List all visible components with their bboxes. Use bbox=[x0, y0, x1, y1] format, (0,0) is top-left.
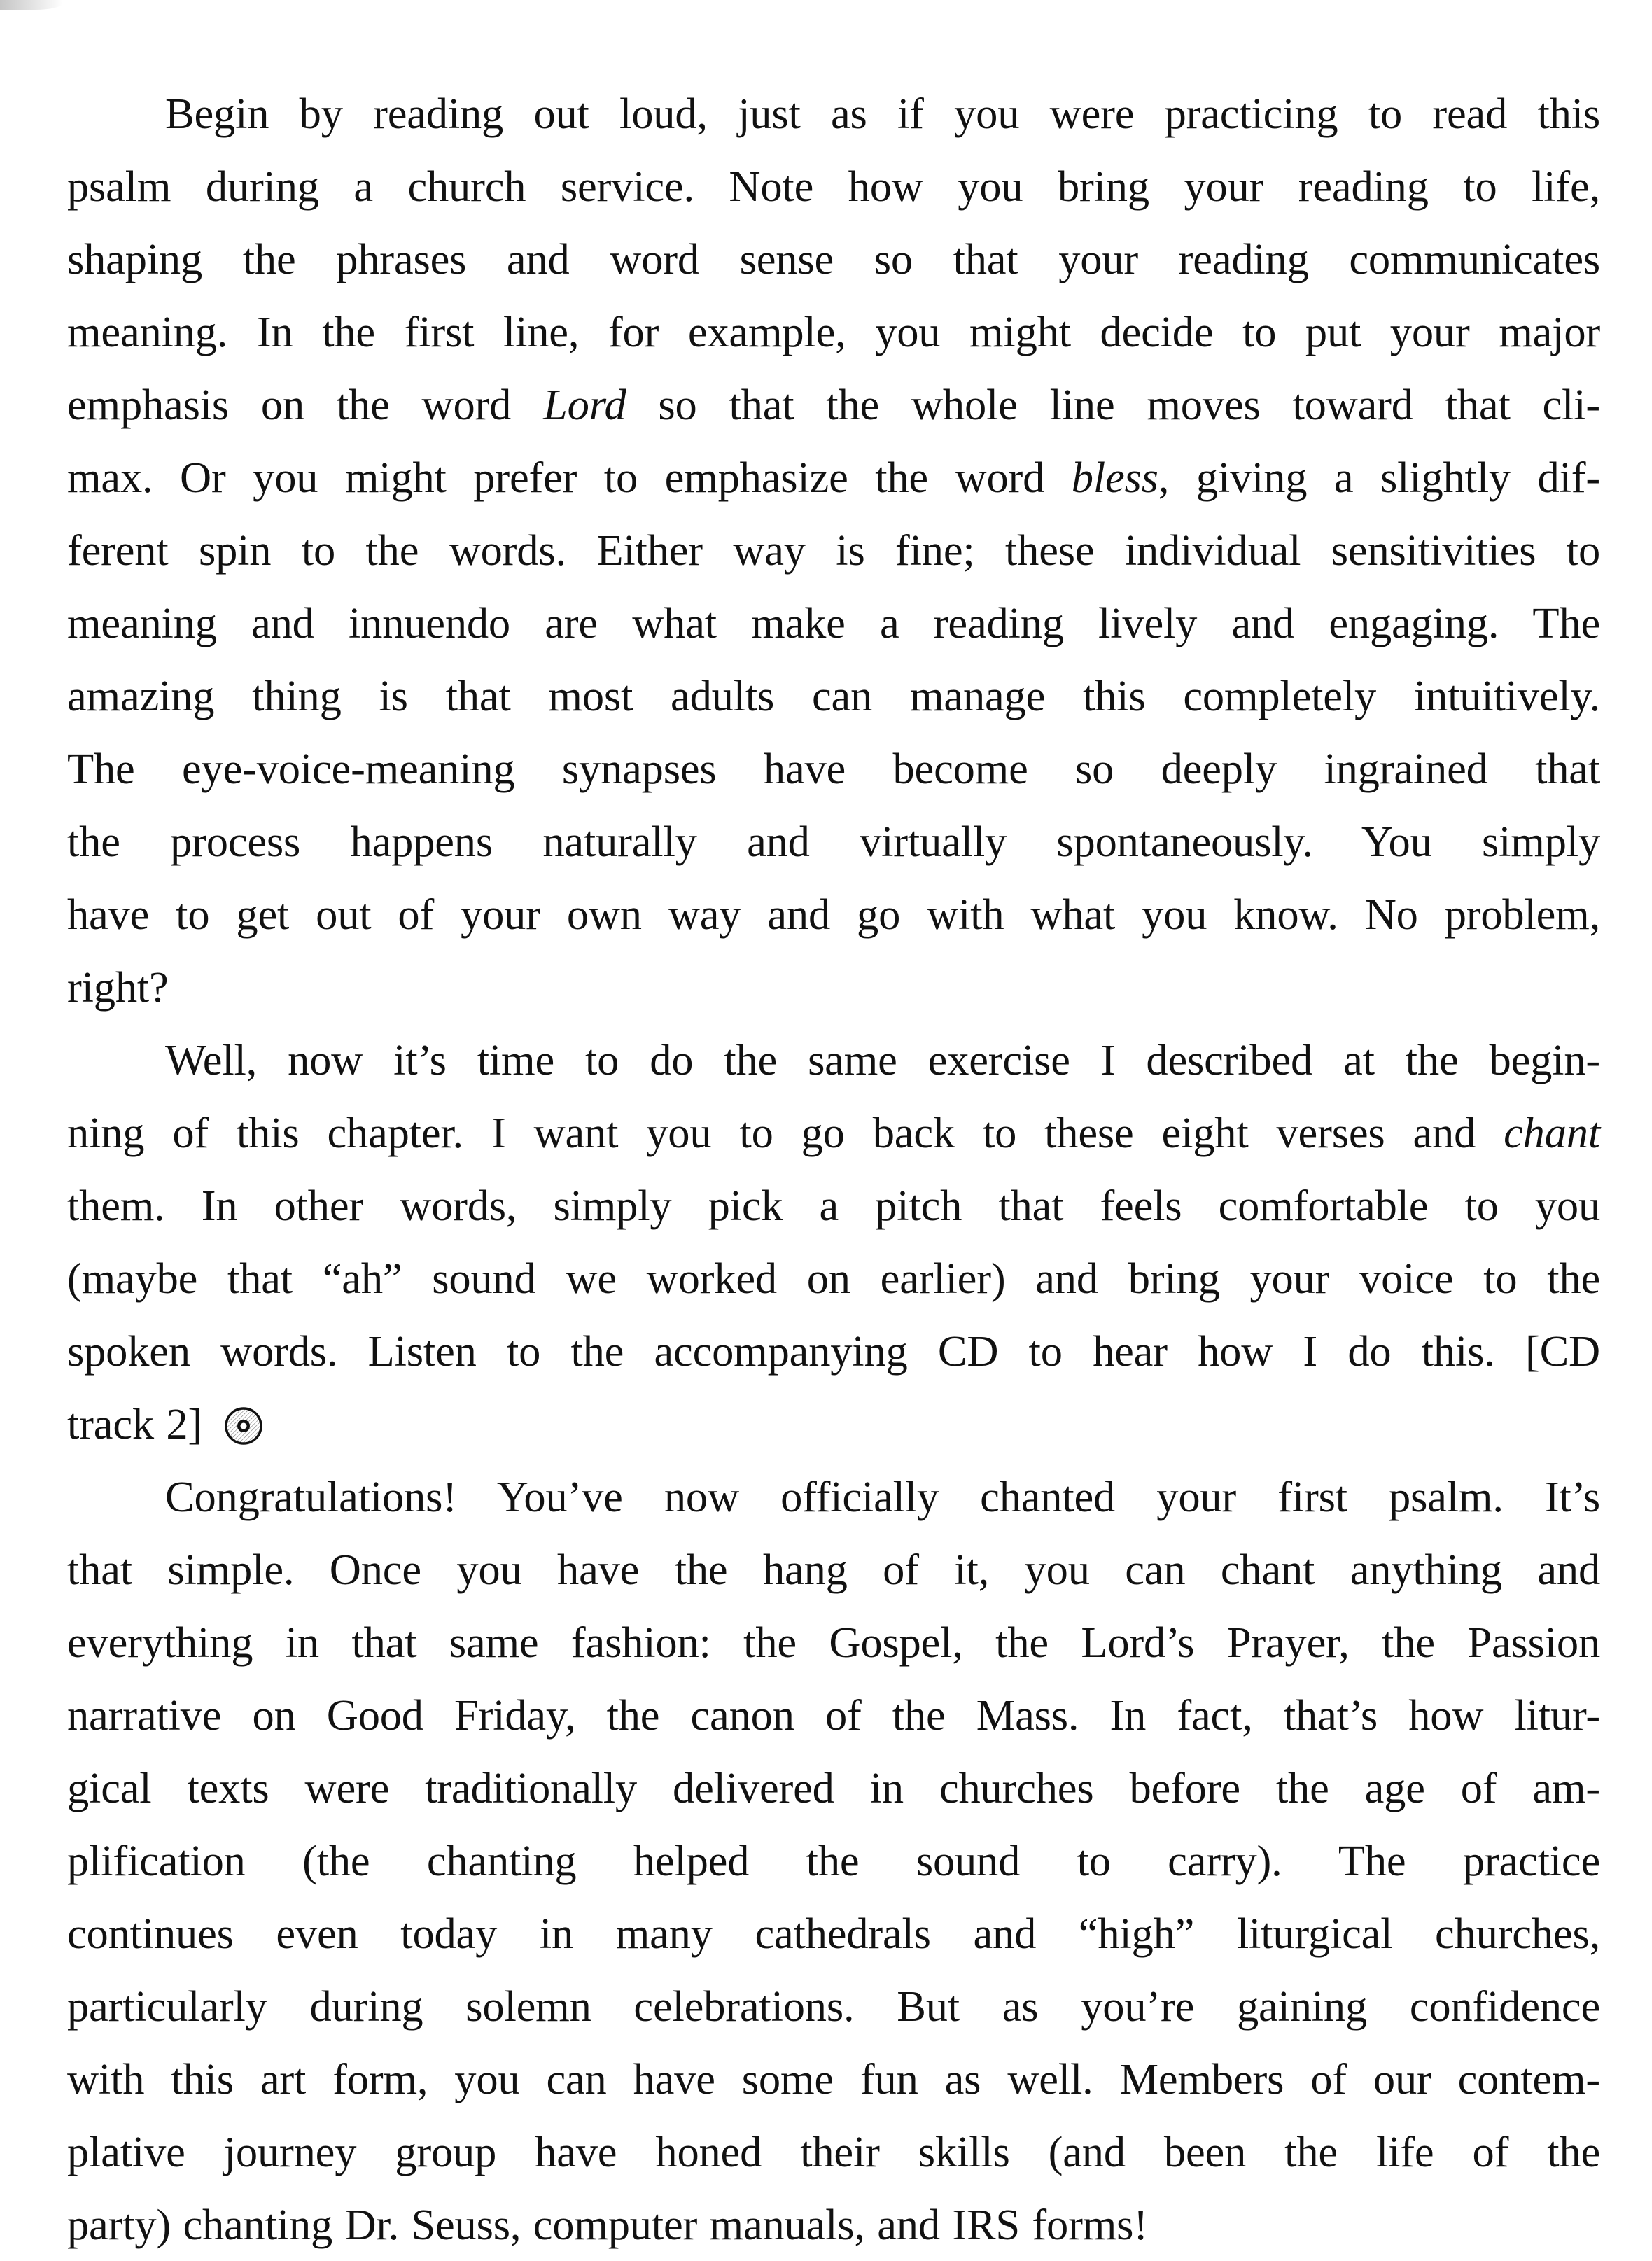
text-line bbox=[67, 659, 1600, 732]
text-line bbox=[67, 1679, 1600, 1751]
paragraph-2 bbox=[67, 1023, 1600, 1460]
text-run: have to get out of your own way and go with what you know. No problem, bbox=[67, 890, 1600, 939]
text-line bbox=[67, 2115, 1600, 2188]
text-run: that simple. Once you have the hang of it, you can chant anything and bbox=[67, 1545, 1600, 1594]
text-run: max. Or you might prefer to emphasize the word bbox=[67, 453, 1072, 502]
text-run: with this art form, you can have some fun as well. Members of our contem- bbox=[67, 2054, 1600, 2104]
text-line bbox=[67, 1751, 1600, 1824]
text-run: ferent spin to the words. Either way is fine; these individual sensitivities to bbox=[67, 526, 1600, 575]
text-run: the process happens naturally and virtually spontaneously. You simply bbox=[67, 817, 1600, 866]
text-run: (maybe that “ah” sound we worked on earlier) and bring your voice to the bbox=[67, 1254, 1600, 1303]
text-run: gical texts were traditionally delivered in churches before the age of am- bbox=[67, 1763, 1600, 1812]
text-run: shaping the phrases and word sense so that your reading communicates bbox=[67, 234, 1600, 284]
text-line bbox=[67, 1606, 1600, 1679]
text-line bbox=[67, 1242, 1600, 1315]
text-run: amazing thing is that most adults can manage this completely intuitively. bbox=[67, 671, 1600, 720]
book-page bbox=[67, 77, 1600, 2261]
paragraph-3 bbox=[67, 1460, 1600, 2261]
italic-emphasis: Lord bbox=[543, 380, 626, 429]
text-line bbox=[67, 1970, 1600, 2043]
text-line bbox=[67, 1533, 1600, 1606]
text-run: The eye-voice-meaning synapses have become so deeply ingrained that bbox=[67, 744, 1600, 793]
text-line bbox=[67, 150, 1600, 223]
text-line bbox=[67, 805, 1600, 878]
text-line bbox=[67, 1315, 1600, 1387]
text-run: , giving a slightly dif- bbox=[1158, 453, 1600, 502]
text-line bbox=[67, 1169, 1600, 1242]
scan-edge-smudge bbox=[0, 0, 63, 10]
text-line bbox=[67, 77, 1600, 150]
text-run: plative journey group have honed their skills (and been the life of the bbox=[67, 2127, 1600, 2176]
text-line bbox=[67, 1096, 1600, 1169]
text-line bbox=[67, 587, 1600, 659]
text-run: meaning and innuendo are what make a reading lively and engaging. The bbox=[67, 598, 1600, 648]
text-run: Congratulations! You’ve now officially chanted your first psalm. It’s bbox=[165, 1472, 1600, 1521]
text-run: track 2] bbox=[67, 1399, 202, 1448]
text-line bbox=[67, 2188, 1600, 2261]
text-run: party) chanting Dr. Seuss, computer manuals, and IRS forms! bbox=[67, 2200, 1148, 2249]
text-run: psalm during a church service. Note how you bring your reading to life, bbox=[67, 162, 1600, 211]
text-run: Well, now it’s time to do the same exercise I described at the begin- bbox=[165, 1035, 1600, 1084]
text-run: meaning. In the first line, for example, you might decide to put your major bbox=[67, 307, 1600, 356]
text-run: so that the whole line moves toward that cli- bbox=[626, 380, 1600, 429]
text-run: spoken words. Listen to the accompanying CD to hear how I do this. [CD bbox=[67, 1326, 1600, 1376]
text-run: everything in that same fashion: the Gospel, the Lord’s Prayer, the Passion bbox=[67, 1618, 1600, 1667]
paragraph-1 bbox=[67, 77, 1600, 1023]
text-line bbox=[67, 1023, 1600, 1096]
text-line bbox=[67, 1460, 1600, 1533]
text-line bbox=[67, 441, 1600, 514]
text-run: narrative on Good Friday, the canon of the Mass. In fact, that’s how litur- bbox=[67, 1690, 1600, 1740]
text-line bbox=[67, 223, 1600, 295]
italic-emphasis: bless bbox=[1071, 453, 1158, 502]
text-line bbox=[67, 1824, 1600, 1897]
text-run: Begin by reading out loud, just as if you were practicing to read this bbox=[165, 89, 1600, 138]
text-run: continues even today in many cathedrals and “high” liturgical churches, bbox=[67, 1909, 1600, 1958]
text-line bbox=[67, 514, 1600, 587]
italic-emphasis: chant bbox=[1504, 1108, 1600, 1157]
text-line bbox=[67, 1387, 1600, 1460]
text-run: them. In other words, simply pick a pitch that feels comfortable to you bbox=[67, 1181, 1600, 1230]
text-line bbox=[67, 878, 1600, 951]
text-line bbox=[67, 368, 1600, 441]
text-run: emphasis on the word bbox=[67, 380, 544, 429]
text-run: particularly during solemn celebrations. But as you’re gaining confidence bbox=[67, 1982, 1600, 2031]
text-line bbox=[67, 732, 1600, 805]
text-run: plification (the chanting helped the sound to carry). The practice bbox=[67, 1836, 1600, 1885]
text-line bbox=[67, 951, 1600, 1023]
cd-icon bbox=[224, 1406, 263, 1446]
text-line bbox=[67, 2043, 1600, 2115]
text-line bbox=[67, 295, 1600, 368]
text-line bbox=[67, 1897, 1600, 1970]
text-run: right? bbox=[67, 962, 169, 1011]
text-run: ning of this chapter. I want you to go back to these eight verses and bbox=[67, 1108, 1504, 1157]
